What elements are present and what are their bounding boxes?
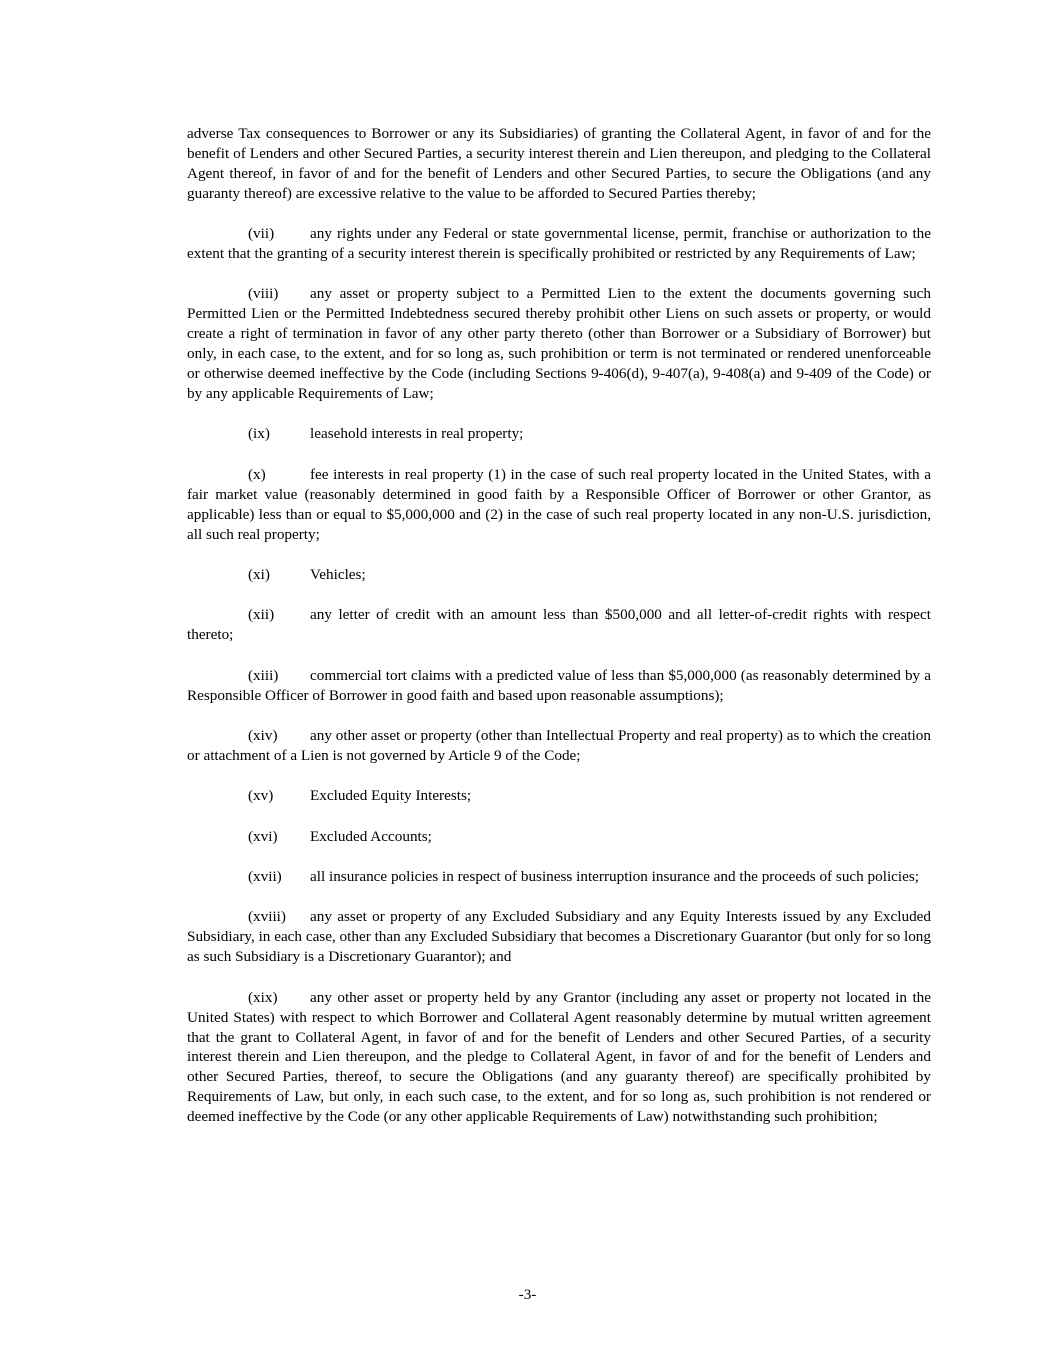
clause-viii: [187, 284, 931, 403]
clause-text: all insurance policies in respect of business interruption insurance and the proceeds of such policies;: [310, 868, 920, 886]
clause-text: Excluded Equity Interests;: [310, 787, 472, 805]
clause-text: any other asset or property (other than Intellectual Property and real property) as to which the creation or attachment of a Lien is not governed by Article 9 of the Code;: [187, 726, 931, 764]
clause-text: any rights under any Federal or state governmental license, permit, franchise or authorization to the extent that the granting of a security interest therein is specifically prohibited or restricted by any Requirements of Law;: [187, 225, 931, 263]
clause-text: any asset or property of any Excluded Subsidiary and any Equity Interests issued by any Excluded Subsidiary, in each case, other than any Excluded Subsidiary that becomes a Discretionary Guarantor (but only for so long as such Subsidiary is a Discretionary Guarantor); and: [187, 908, 931, 966]
intro-paragraph: adverse Tax consequences to Borrower or any its Subsidiaries) of granting the Collateral Agent, in favor of and for the benefit of Lenders and other Secured Parties, a security interest therein and Lien thereupon, and pledging to the Collateral Agent thereof, in favor of and for the benefit of Lenders and other Secured Parties, to secure the Obligations (and any guaranty thereof) are excessive relative to the value to be afforded to Secured Parties thereby;: [187, 125, 931, 202]
clause-number: (x): [248, 465, 266, 483]
clause-number: (xiii): [248, 666, 279, 684]
clause-number: (xii): [248, 606, 275, 624]
clause-xviii: [187, 907, 931, 967]
clause-text: fee interests in real property (1) in the case of such real property located in the United States, with a fair market value (reasonably determined in good faith by a Responsible Officer of Borrower or other Grantor, as applicable) less than or equal to $5,000,000 and (2) in the case of such real property located in any non-U.S. jurisdiction, all such real property;: [187, 465, 931, 543]
clause-text: any other asset or property held by any Grantor (including any asset or property not located in the United States) with respect to which Borrower and Collateral Agent reasonably determine by mutual written agreement that the grant to Collateral Agent, in favor of and for the benefit of Lenders and other Secured Parties, of a security interest therein and Lien thereupon, and the pledge to Collateral Agent, in favor of and for the benefit of Lenders and other Secured Parties, thereof, to secure the Obligations (and any guaranty thereof) are specifically prohibited by Requirements of Law, but only, in each such case, to the extent, and for so long as, such prohibition is not rendered or deemed ineffective by the Code (or any other applicable Requirements of Law) notwithstanding such prohibition;: [187, 988, 931, 1126]
clause-xiii: [187, 666, 931, 706]
clause-number: (xix): [248, 988, 278, 1006]
clause-number: (xviii): [248, 908, 286, 926]
clause-vii: [187, 224, 931, 264]
clause-text: Excluded Accounts;: [310, 827, 432, 845]
clause-text: Vehicles;: [310, 565, 366, 583]
clause-text: any asset or property subject to a Permitted Lien to the extent the documents governing such Permitted Lien or the Permitted Indebtedness secured thereby prohibit other Liens on such assets or property, or would create a right of termination in favor of any other party thereto (other than Borrower or a Subsidiary of Borrower) but only, in each case, to the extent, and for so long as, such prohibition or term is not terminated or rendered unenforceable or otherwise deemed ineffective by the Code (including Sections 9-406(d), 9-407(a), 9-408(a) and 9-409 of the Code) or by any applicable Requirements of Law;: [187, 285, 931, 402]
clause-number: (xiv): [248, 726, 278, 744]
document-body: [187, 124, 931, 1148]
clause-number: (xv): [248, 787, 274, 805]
page-number: -3-: [518, 1286, 537, 1303]
clause-text: commercial tort claims with a predicted value of less than $5,000,000 (as reasonably determined by a Responsible Officer of Borrower in good faith and based upon reasonable assumptions);: [187, 666, 931, 704]
clause-text: leasehold interests in real property;: [310, 425, 524, 443]
clause-number: (ix): [248, 425, 270, 443]
clause-number: (xvii): [248, 868, 282, 886]
clause-x: [187, 465, 931, 545]
clause-xvi: [187, 827, 931, 847]
clause-xi: [187, 565, 931, 585]
clause-xiv: [187, 726, 931, 766]
clause-ix: [187, 424, 931, 444]
clause-xix: [187, 988, 931, 1127]
clause-xv: [187, 786, 931, 806]
clause-xii: [187, 605, 931, 645]
clause-number: (viii): [248, 285, 279, 303]
clause-number: (vii): [248, 225, 275, 243]
clause-number: (xi): [248, 565, 270, 583]
clause-number: (xvi): [248, 827, 278, 845]
clause-text: any letter of credit with an amount less than $500,000 and all letter-of-credit rights with respect thereto;: [187, 606, 931, 644]
clause-xvii: [187, 867, 931, 887]
